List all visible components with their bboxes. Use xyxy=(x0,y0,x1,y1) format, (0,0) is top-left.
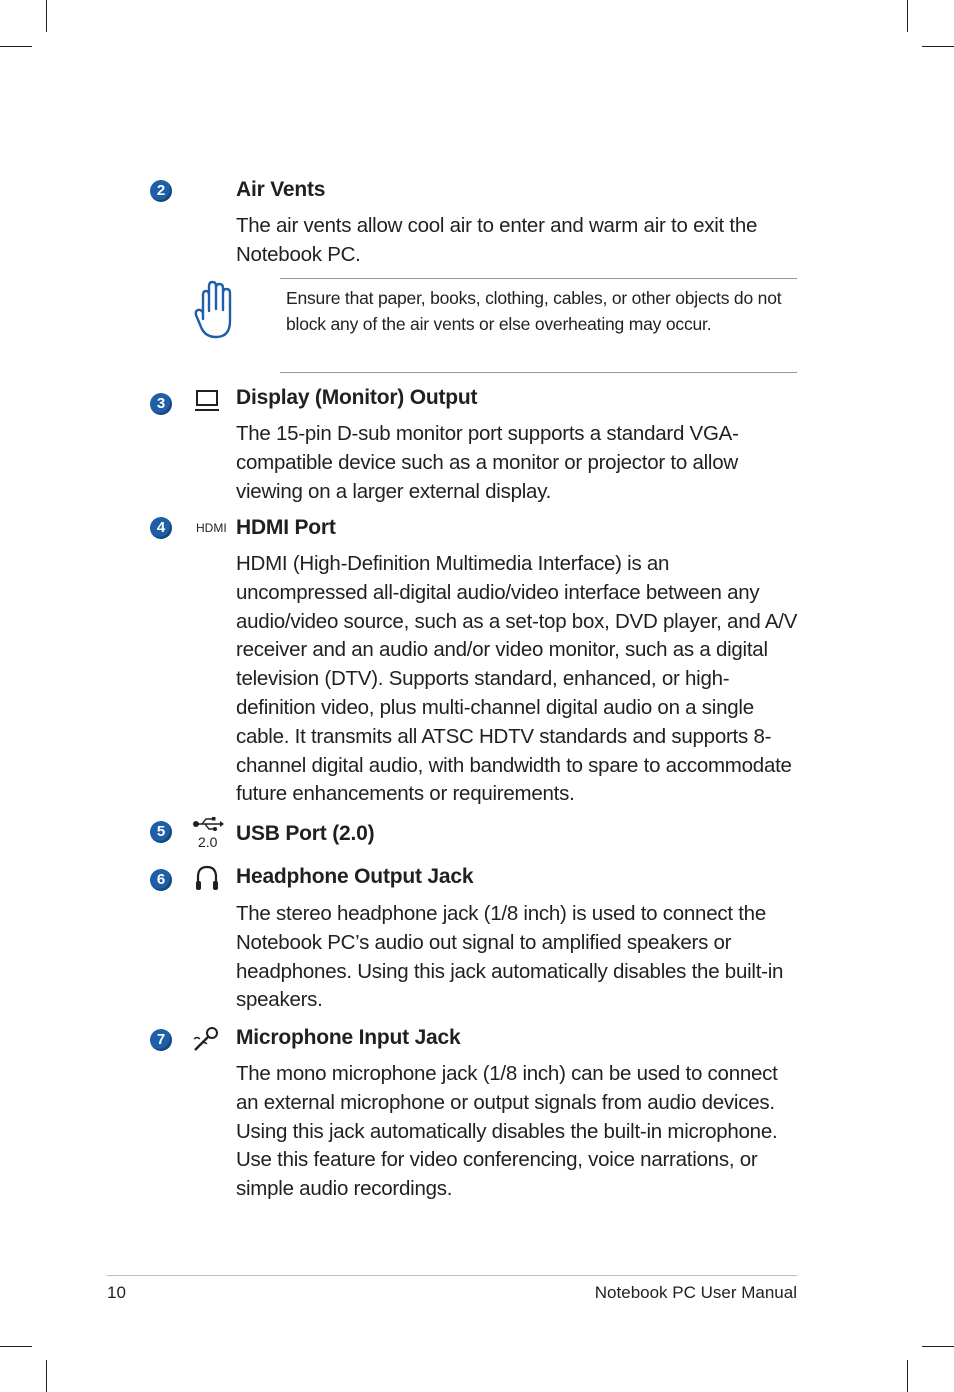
section-title: Air Vents xyxy=(236,178,326,201)
section-number-badge: 7 xyxy=(150,1029,172,1051)
section-title: Headphone Output Jack xyxy=(236,865,474,888)
section-number-badge: 4 xyxy=(150,517,172,539)
section-body: The mono microphone jack (1/8 inch) can be used to connect an external microphone or output signals from audio devices. Using this jack automatically disables the built-in microphone. Use this feature for video conferencing, voice narrations, or simple audio recordings. xyxy=(236,1062,778,1201)
hdmi-icon-label: HDMI xyxy=(196,521,227,535)
section-number-badge: 2 xyxy=(150,180,172,202)
crop-mark xyxy=(46,0,47,32)
crop-mark xyxy=(46,1360,47,1392)
manual-title: Notebook PC User Manual xyxy=(594,1283,797,1302)
crop-mark xyxy=(922,1346,954,1347)
section-title: Display (Monitor) Output xyxy=(236,386,478,409)
section-body: The 15-pin D-sub monitor port supports a standard VGA-compatible device such as a monitor or projector to allow viewing on a larger external display. xyxy=(236,422,739,503)
microphone-icon xyxy=(192,1025,220,1058)
section-title: Microphone Input Jack xyxy=(236,1026,461,1049)
crop-mark xyxy=(907,0,908,32)
crop-mark xyxy=(0,1346,32,1347)
crop-mark xyxy=(922,46,954,47)
crop-mark xyxy=(907,1360,908,1392)
section-body: HDMI (High-Definition Multimedia Interface) is an uncompressed all-digital audio/video interface between any audio/video source, such as a set-top box, DVD player, and A/V receiver and an audio and/or video monitor, such as a digital television (DTV). Supports standard, enhanced, or high-definition video, plus multi-channel digital audio on a single cable. It transmits all ATSC HDTV standards and supports 8-channel digital audio, with bandwidth to spare to accommodate future enhancements or requirements. xyxy=(236,552,798,806)
section-number-badge: 6 xyxy=(150,869,172,891)
section-body: The air vents allow cool air to enter and warm air to exit the Notebook PC. xyxy=(236,214,758,266)
section-number-badge: 5 xyxy=(150,821,172,843)
section-title: USB Port (2.0) xyxy=(236,822,375,845)
headphone-icon xyxy=(194,864,220,897)
note-top-rule xyxy=(280,278,797,279)
section-number-badge: 3 xyxy=(150,393,172,415)
note-bottom-rule xyxy=(280,372,797,373)
section-body: The stereo headphone jack (1/8 inch) is used to connect the Notebook PC’s audio out signal to amplified speakers or headphones. Using this jack automatically disables the built-in speakers. xyxy=(236,902,784,1012)
crop-mark xyxy=(0,46,32,47)
page-number: 10 xyxy=(107,1283,126,1302)
footer-rule xyxy=(107,1275,797,1276)
usb-version-label: 2.0 xyxy=(198,834,218,850)
section-title: HDMI Port xyxy=(236,516,336,539)
note-text: Ensure that paper, books, clothing, cables, or other objects do not block any of the air vents or else overheating may occur. xyxy=(286,288,782,334)
monitor-icon xyxy=(194,388,220,419)
hand-warning-icon xyxy=(193,279,239,346)
